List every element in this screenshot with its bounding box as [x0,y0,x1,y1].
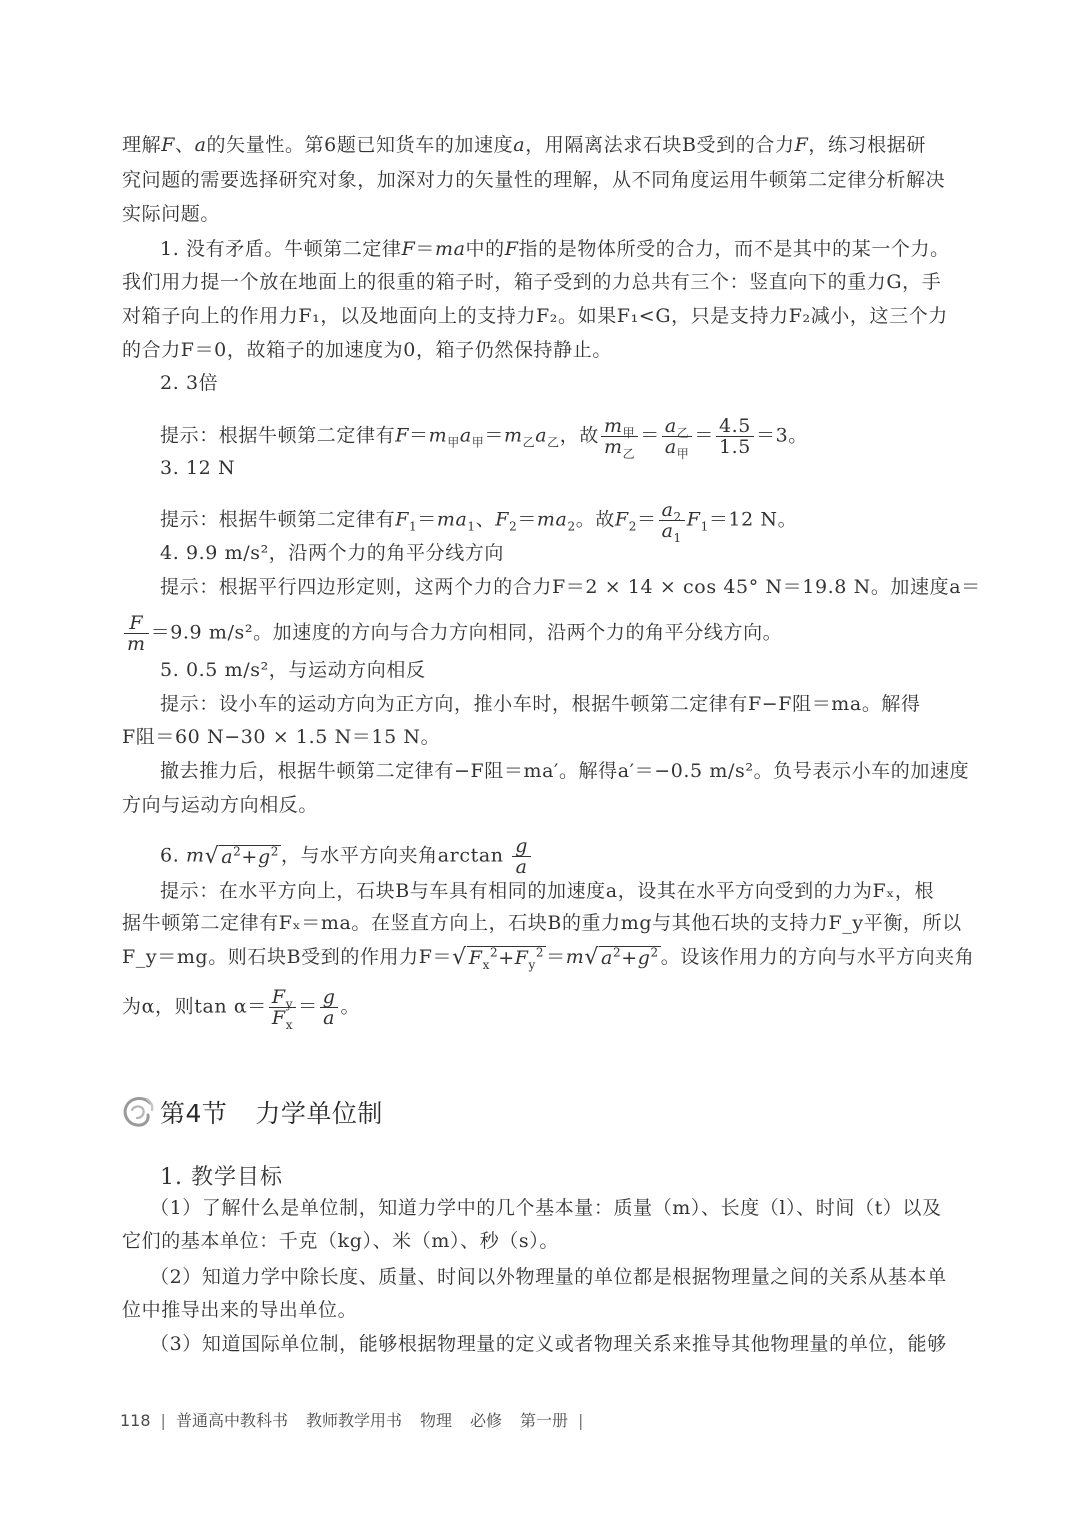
footer-item: 必修 [469,1411,502,1430]
section-title: 第4节 力学单位制 [160,1099,383,1128]
objective-2-line-1: （2）知道力学中除长度、质量、时间以外物理量的单位都是根据物理量之间的关系从基本单 [150,1266,947,1288]
q4-answer: 4. 9.9 m/s²，沿两个力的角平分线方向 [160,542,505,564]
page-number: 118 [120,1411,151,1430]
objectives-heading: 1. 教学目标 [160,1165,283,1190]
sqrt-fx2-fy2: √ $F_x^2+F_y^2$ [452,945,545,972]
q2-answer: 2. 3倍 [160,372,219,394]
fraction-g-over-a-2: $\frac{g}{a}$ [320,987,339,1028]
sqrt-a2-g2: √ $a^2+g^2$ [204,843,279,869]
q2-hint: 提示：根据牛顿第二定律有$F=m_甲a_甲=m_乙a_乙$，故 $\frac{m_甲}{m_乙}$ ＝ $\frac{a_乙}{a_甲}$ ＝ $\frac{4.5}{1.5}$ ＝3。 [160,415,808,461]
footer-item: 第一册 [520,1411,569,1430]
objective-2-line-2: 位中推导出来的导出单位。 [122,1299,358,1321]
objective-1-line-1: （1）了解什么是单位制，知道力学中的几个基本量：质量（m）、长度（l）、时间（t）以及 [150,1197,942,1219]
q5-hint-line-1: 提示：设小车的运动方向为正方向，推小车时，根据牛顿第二定律有F−F阻＝ma。解得 [160,693,921,715]
q1-line-1: 1. 没有矛盾。牛顿第二定律F＝ma中的F指的是物体所受的合力，而不是其中的某一个力。 [160,238,950,260]
footer-item: 教师教学用书 [305,1411,402,1430]
footer-item: 普通高中教科书 [175,1411,288,1430]
intro-line-1: 理解F、a的矢量性。第6题已知货车的加速度a，用隔离法求石块B受到的合力F，练习根据研 [122,134,926,156]
footer-item: 物理 [419,1411,452,1430]
fraction-mass-ratio: $\frac{m_甲}{m_乙}$ [601,416,638,457]
q4-hint-line-1: 提示：根据平行四边形定则，这两个力的合力F＝2 × 14 × cos 45° N＝19.8 N。加速度a＝ [160,576,981,598]
fraction-accel-ratio: $\frac{a_乙}{a_甲}$ [662,416,693,457]
q6-hint-line-1: 提示：在水平方向上，石块B与车具有相同的加速度a，设其在水平方向受到的力为Fₓ，根 [160,880,935,902]
q5-hint-line-2: F阻＝60 N−30 × 1.5 N＝15 N。 [122,726,441,748]
intro-line-2: 究问题的需要选择研究对象，加深对力的矢量性的理解，从不同角度运用牛顿第二定律分析解决 [122,169,946,191]
fraction-fy-over-fx: $\frac{F_y}{F_x}$ [269,987,296,1028]
fraction-a2-a1: $\frac{a_2}{a_1}$ [659,500,685,541]
q6-hint-line-4: 为α，则tan α＝ $\frac{F_y}{F_x}$ ＝ $\frac{g}{a}$ 。 [122,986,361,1032]
sqrt-a2-g2-2: √ $a^2+g^2$ [584,945,659,970]
q5-line-3: 撤去推力后，根据牛顿第二定律有−F阻＝ma′。解得a′＝−0.5 m/s²。负号表示小车的加速度 [160,760,970,782]
fraction-f-over-m: $\frac{F}{m}$ [124,613,149,654]
fraction-numeric: $\frac{4.5}{1.5}$ [716,416,754,457]
q4-hint-line-2: $\frac{F}{m}$ ＝9.9 m/s²。加速度的方向与合力方向相同，沿两个力的角平分线方向。 [122,613,782,654]
page-footer: 118 | 普通高中教科书 教师教学用书 物理 必修 第一册 | [120,1411,584,1430]
q1-line-3: 对箱子向上的作用力F₁，以及地面向上的支持力F₂。如果F₁<G，只是支持力F₂减小，这三个力 [122,305,948,327]
q5-line-4: 方向与运动方向相反。 [122,794,319,816]
q6-answer: 6. m√ $a^2+g^2$ ，与水平方向夹角arctan $\frac{g}{a}$ [160,836,533,877]
q3-hint: 提示：根据牛顿第二定律有$F_1=ma_1$、$F_2=ma_2$。故$F_2=$ $\frac{a_2}{a_1}$ $F_1=12$ N。 [160,499,798,545]
q1-line-4: 的合力F＝0，故箱子的加速度为0，箱子仍然保持静止。 [122,339,612,361]
q3-answer: 3. 12 N [160,457,236,479]
intro-line-3: 实际问题。 [122,203,221,225]
q1-line-2: 我们用力提一个放在地面上的很重的箱子时，箱子受到的力总共有三个：竖直向下的重力G，手 [122,271,942,293]
objective-1-line-2: 它们的基本单位：千克（kg）、米（m）、秒（s）。 [122,1230,559,1252]
objective-3-line-1: （3）知道国际单位制，能够根据物理量的定义或者物理关系来推导其他物理量的单位，能够 [150,1333,947,1355]
section-heading [120,1092,383,1132]
q6-hint-line-2: 据牛顿第二定律有Fₓ＝ma。在竖直方向上，石块B的重力mg与其他石块的支持力F_y平衡，所以 [122,912,962,934]
section-swirl-icon [120,1094,156,1130]
q5-answer: 5. 0.5 m/s²，与运动方向相反 [160,659,426,681]
fraction-g-over-a: $\frac{g}{a}$ [512,836,531,877]
q6-hint-line-3: F_y＝mg。则石块B受到的作用力F＝√ $F_x^2+F_y^2 =m√$ $a^2+g^2$ 。设该作用力的方向与水平方向夹角 [122,945,975,972]
